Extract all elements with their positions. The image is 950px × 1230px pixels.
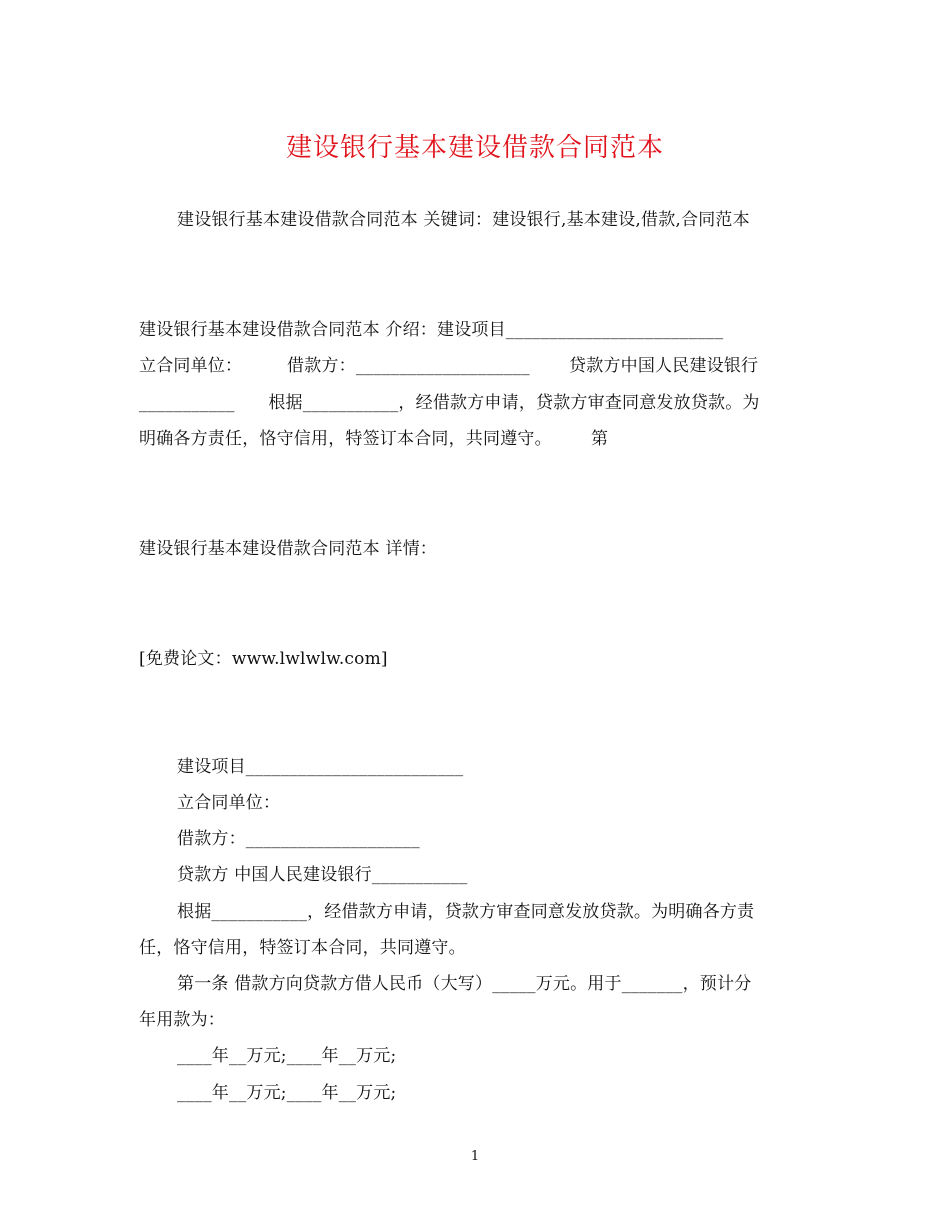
project-line: 建设项目_________________________ — [177, 757, 464, 777]
parties-line: 立合同单位： — [177, 793, 281, 813]
details-heading: 建设银行基本建设借款合同范本 详情： — [139, 539, 438, 559]
basis-line-1: 根据___________，经借款方申请，贷款方审查同意发放贷款。为明确各方责 — [177, 902, 755, 922]
article1-line-2: 年用款为： — [139, 1010, 225, 1030]
keywords-line: 建设银行基本建设借款合同范本 关键词：建设银行,基本建设,借款,合同范本 — [177, 210, 750, 230]
schedule-line-1: ____年__万元;____年__万元; — [177, 1046, 397, 1066]
schedule-line-2: ____年__万元;____年__万元; — [177, 1083, 397, 1103]
intro-line-3: ___________ 根据___________，经借款方申请，贷款方审查同意发放贷款。为 — [139, 393, 760, 413]
intro-line-4: 明确各方责任，恪守信用，特签订本合同，共同遵守。 第 — [139, 429, 609, 449]
source-note: [免费论文：www.lwlwlw.com] — [139, 649, 388, 669]
borrower-line: 借款方：____________________ — [177, 829, 420, 849]
basis-line-2: 任，恪守信用，特签订本合同，共同遵守。 — [139, 938, 466, 958]
lender-line: 贷款方 中国人民建设银行___________ — [177, 865, 468, 885]
article1-line-1: 第一条 借款方向贷款方借人民币（大写）_____万元。用于_______，预计分 — [177, 974, 752, 994]
page-number: 1 — [470, 1149, 480, 1164]
intro-line-1: 建设银行基本建设借款合同范本 介绍：建设项目_________________________ — [139, 320, 724, 340]
document-title: 建设银行基本建设借款合同范本 — [285, 133, 664, 163]
intro-line-2: 立合同单位： 借款方：____________________ 贷款方中国人民建设银行 — [139, 356, 759, 376]
